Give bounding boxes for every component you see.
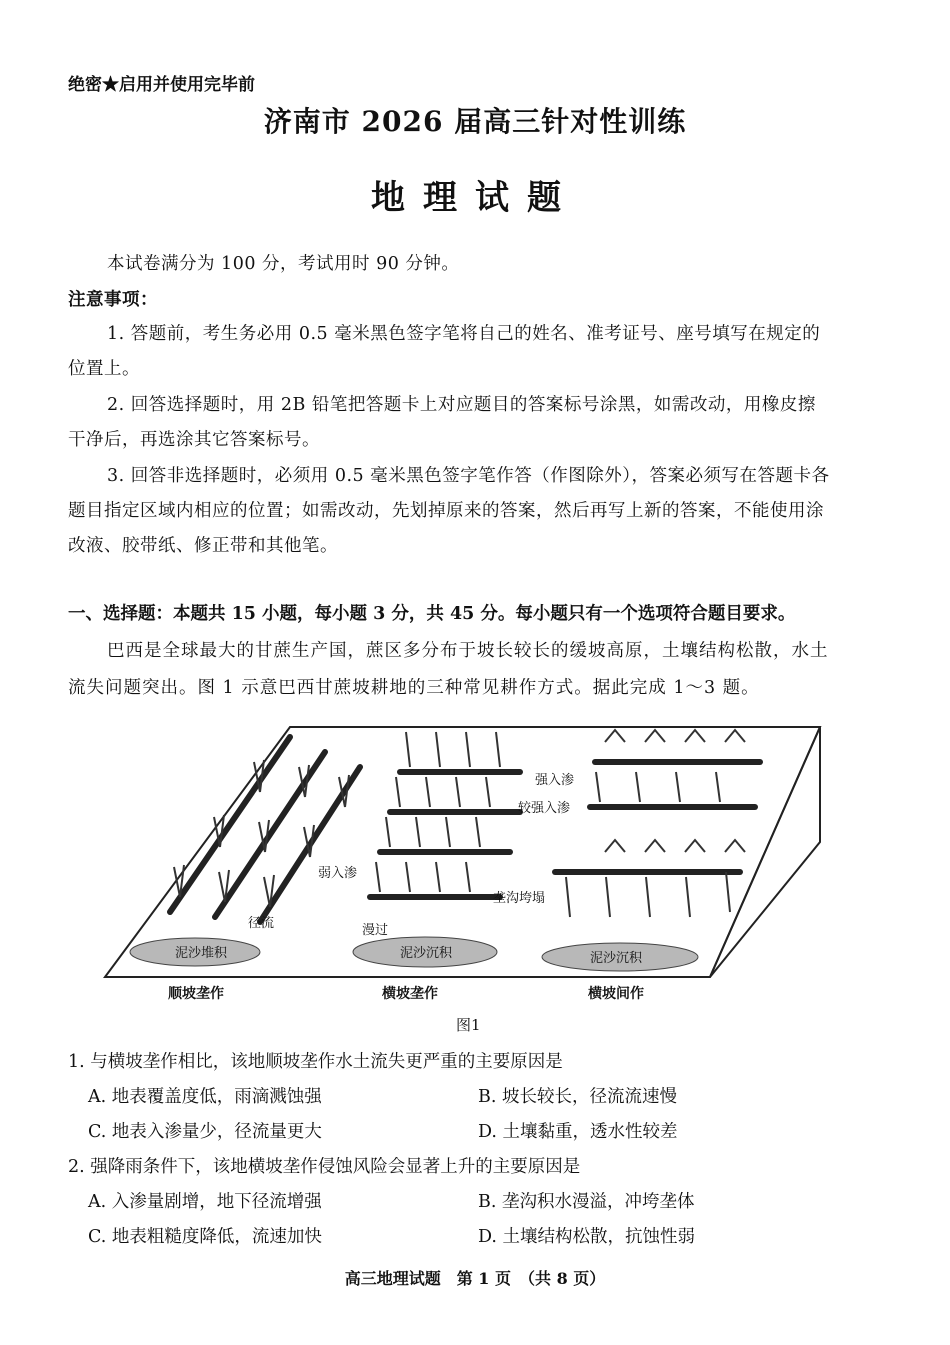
notice-line: 改液、胶带纸、修正带和其他笔。 (68, 536, 338, 556)
label-weak-infiltration: 弱入渗 (318, 866, 358, 881)
notice-line: 位置上。 (68, 359, 140, 379)
question-stem: 1. 与横坡垄作相比，该地顺坡垄作水土流失更严重的主要原因是 (68, 1052, 563, 1072)
passage-line: 巴西是全球最大的甘蔗生产国，蔗区多分布于坡长较长的缓坡高原，土壤结构松散，水土 (107, 641, 829, 661)
notice-line: 干净后，再选涂其它答案标号。 (68, 430, 320, 450)
label-stronger-infiltration: 较强入渗 (518, 801, 571, 816)
question-option: D. 土壤结构松散，抗蚀性弱 (478, 1227, 696, 1247)
question-stem: 2. 强降雨条件下，该地横坡垄作侵蚀风险会显著上升的主要原因是 (68, 1157, 581, 1177)
notice-line: 3. 回答非选择题时，必须用 0.5 毫米黑色签字笔作答（作图除外），答案必须写在答题卡各 (107, 466, 830, 486)
passage-line: 流失问题突出。图 1 示意巴西甘蔗坡耕地的三种常见耕作方式。据此完成 1～3 题。 (68, 678, 760, 698)
method-label: 顺坡垄作 (168, 986, 224, 1002)
question-option: B. 坡长较长，径流流速慢 (478, 1087, 677, 1107)
figure-caption: 图1 (456, 1016, 481, 1034)
farming-methods-figure (100, 712, 860, 1012)
notice-heading: 注意事项： (68, 290, 158, 310)
label-ridge-collapse: 垄沟垮塌 (493, 891, 546, 906)
label-runoff: 径流 (248, 916, 275, 931)
intercrop-plants (566, 730, 745, 917)
method-label: 横坡间作 (588, 986, 644, 1002)
downslope-ridges (170, 737, 360, 922)
question-option: C. 地表入渗量少，径流量更大 (88, 1122, 322, 1142)
label-strong-infiltration: 强入渗 (535, 773, 575, 788)
question-option: C. 地表粗糙度降低，流速加快 (88, 1227, 322, 1247)
question-option: A. 地表覆盖度低，雨滴溅蚀强 (88, 1087, 322, 1107)
intercrop-ridges (555, 762, 760, 872)
notice-line: 题目指定区域内相应的位置；如需改动，先划掉原来的答案，然后再写上新的答案，不能使用涂 (68, 501, 824, 521)
question-option: A. 入渗量剧增，地下径流增强 (88, 1192, 322, 1212)
notice-line: 2. 回答选择题时，用 2B 铅笔把答题卡上对应题目的答案标号涂黑，如需改动，用橡皮擦 (107, 395, 816, 415)
label-mud-deposit: 泥沙堆积 (175, 946, 228, 961)
question-option: D. 土壤黏重，透水性较差 (478, 1122, 678, 1142)
contour-ridges (370, 772, 520, 897)
notice-line: 1. 答题前，考生务必用 0.5 毫米黑色签字笔将自己的姓名、准考证号、座号填写在规定的 (107, 324, 821, 344)
label-mud-sediment: 泥沙沉积 (400, 946, 453, 961)
method-label: 横坡垄作 (382, 986, 438, 1002)
downslope-crops (174, 760, 349, 907)
confidential-mark: 绝密★启用并使用完毕前 (68, 75, 255, 95)
subject-title: 地理试题 (371, 178, 579, 218)
exam-title: 济南市 2026 届高三针对性训练 (263, 105, 687, 138)
question-option: B. 垄沟积水漫溢，冲垮垄体 (478, 1192, 695, 1212)
page-footer: 高三地理试题 第 1 页 （共 8 页） (344, 1269, 606, 1288)
exam-intro: 本试卷满分为 100 分，考试用时 90 分钟。 (107, 254, 460, 274)
section-heading: 一、选择题：本题共 15 小题，每小题 3 分，共 45 分。每小题只有一个选项符合题目要求。 (68, 604, 796, 624)
label-mud-sediment: 泥沙沉积 (590, 951, 643, 966)
label-overflow: 漫过 (362, 923, 389, 938)
